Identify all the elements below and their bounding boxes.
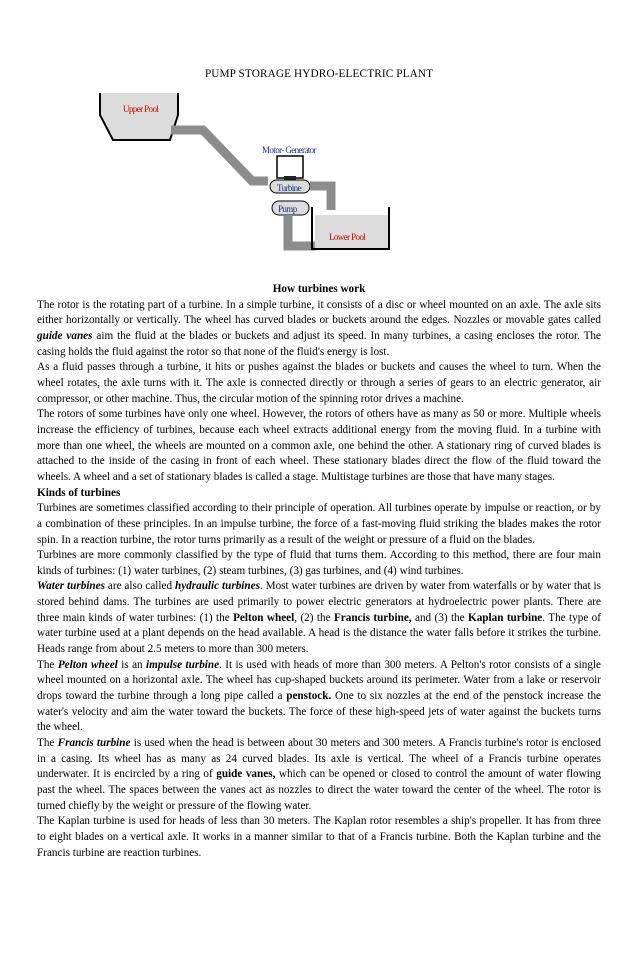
paragraph-rotor: The rotor is the rotating part of a turbine. In a simple turbine, it consists of a disc or wheel mounted on an axle. The axle sits either horizontally or vertically. The wheel has curved blades or buckets around the edges. Nozzles or movable gates called guide vanes aim the fluid at the blades or buckets and adjust its speed. In many turbines, a casing encloses the rotor. The casing holds the fluid against the rotor so that none of the fluid's energy is lost. bbox=[37, 298, 601, 358]
paragraph-rotor-wheels: The rotors of some turbines have only one wheel. However, the rotors of others have as many as 50 or more. Multiple wheels increase the efficiency of turbines, because each wheel extracts additional energy from the moving fluid. In a turbine with more than one wheel, the wheels are mounted on a common axle, one behind the other. A stationary ring of curved blades is attached to the inside of the casing in front of each wheel. These stationary blades direct the flow of the fluid toward the wheels. A wheel and a set of stationary blades is called a stage. Multistage turbines are those that have many stages. bbox=[37, 408, 601, 483]
paragraph-kaplan-turbine: The Kaplan turbine is used for heads of less than 30 meters. The Kaplan rotor resembles a ship's propeller. It has from three to eight blades on a vertical axle. It works in a manner similar to that of a Francis turbine. Both the Kaplan turbine and the Francis turbine are reaction turbines. bbox=[37, 815, 601, 859]
paragraph-fluid-passes: As a fluid passes through a turbine, it hits or pushes against the blades or buckets and causes the wheel to turn. When the wheel rotates, the axle turns with it. The axle is connected directly or through a series of gears to an electric generator, air compressor, or other machine. Thus, the circular motion of the spinning rotor drives a machine. bbox=[37, 361, 601, 405]
pump-storage-diagram bbox=[0, 0, 638, 280]
paragraph-classification: Turbines are sometimes classified according to their principle of operation. All turbines operate by impulse or reaction, or by a combination of these principles. In an impulse turbine, the force of a fast-moving fluid striking the blades makes the rotor spin. In a reaction turbine, the rotor turns primarily as a result of the weight or pressure of a fluid on the blades. bbox=[37, 502, 601, 546]
paragraph-water-turbines: Water turbines are also called hydraulic turbines. Most water turbines are driven by water from waterfalls or by water that is stored behind dams. The turbines are used primarily to power electric generators at hydroelectric power plants. There are three main kinds of water turbines: (1) the Pelton wheel, (2) the Francis turbine, and (3) the Kaplan turbine. The type of water turbine used at a plant depends on the head available. A head is the distance the water falls before it strikes the turbine. Heads range from about 2.5 meters to more than 300 meters. bbox=[37, 580, 601, 656]
document-title: PUMP STORAGE HYDRO-ELECTRIC PLANT bbox=[204, 68, 434, 80]
motor-generator-label: Motor- Generator bbox=[262, 145, 316, 155]
penstock-pipe bbox=[171, 130, 268, 181]
upper-pool-water bbox=[100, 93, 178, 140]
section-heading-how-turbines-work: How turbines work bbox=[272, 283, 366, 295]
paragraph-francis-turbine: The Francis turbine is used when the head is between about 30 meters and 300 meters. A Francis turbine's rotor is enclosed in a casing. Its wheel has as many as 24 curved blades. Its axle is vertical. The wheel of a Francis turbine operates underwater. It is encircled by a ring of guide vanes, which can be opened or closed to control the amount of water flowing past the wheel. The spaces between the vanes act as nozzles to direct the water toward the center of the wheel. The rotor is turned chiefly by the weight or pressure of the flowing water. bbox=[37, 737, 602, 812]
turbine-label: Turbine bbox=[277, 183, 301, 193]
upper-pool-label: Upper Pool bbox=[123, 104, 159, 114]
paragraph-pelton-wheel: The Pelton wheel is an impulse turbine. It is used with heads of more than 300 meters. A Pelton's rotor consists of a single wheel mounted on a horizontal axle. The wheel has cup-shaped buckets around its perimeter. Water from a lake or reservoir drops toward the turbine through a long pipe called a penstock. One to six nozzles at the end of the penstock increase the water's velocity and aim the water toward the buckets. The force of these high-speed jets of water against the buckets turns the wheel. bbox=[37, 658, 602, 734]
lower-pool-label: Lower Pool bbox=[329, 232, 366, 242]
section-heading-kinds: Kinds of turbines bbox=[37, 486, 121, 499]
motor-generator-base bbox=[284, 176, 296, 180]
pump-label: Pump bbox=[278, 204, 297, 214]
document-body bbox=[37, 282, 601, 861]
motor-generator-box bbox=[277, 156, 303, 178]
paragraph-fluid-type: Turbines are more commonly classified by the type of fluid that turns them. According to this method, there are four main kinds of turbines: (1) water turbines, (2) steam turbines, (3) gas turbines, and (4) wind turbines. bbox=[37, 549, 601, 577]
